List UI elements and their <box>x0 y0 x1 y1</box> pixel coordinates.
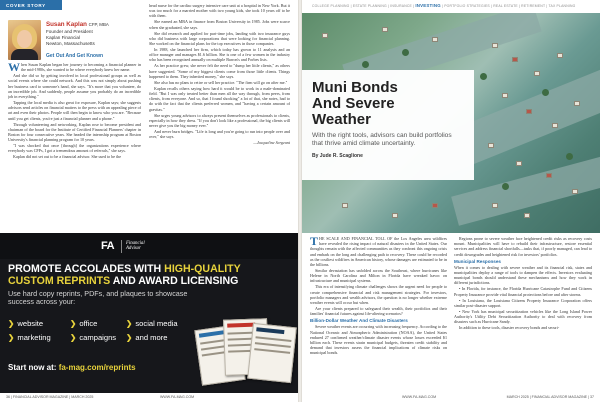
profile-location: Newton, Massachusetts <box>46 41 95 46</box>
chevron-right-icon: ❯ <box>70 333 77 342</box>
section-head-disasters: Billion-Dollar Weather And Climate Disasters <box>310 318 408 324</box>
section-nav: COLLEGE PLANNING | ESTATE PLANNING | INSURANCE | INVESTING | PORTFOLIO STRATEGIES | REAL ESTATE | RETIREMENT | TAX PLANNING <box>312 3 576 8</box>
chevron-right-icon: ❯ <box>126 319 133 328</box>
article-title-box <box>302 70 474 180</box>
author-photo <box>8 20 41 60</box>
article-signature: —Jacqueline Sergeant <box>253 140 290 146</box>
chevron-right-icon: ❯ <box>70 319 77 328</box>
right-column-2: Regions prone to severe weather face heightened credit risks as recovery costs mount. Municipalities will have to rebuild their infrastructure, restore essential services and address financial shortfalls—tasks that, if poorly managed, can lead to credit downgrades and heightened risk for investors' portfolios. Municipal Responses When it comes to dealing with severe weather and its financial risk, states and municipalities deploy a range of tools to dampen the effects. Investors evaluating municipal bonds should understand these mechanisms and how they work in different jurisdictions. • In Florida, for instance, the Florida Hurricane Catastrophe Fund and Citizens Property Insurance provide vital financial protections before and after storms. • In Louisiana, the Louisiana Citizens Property Insurance Corporation offers similar post-disaster support. • New York has municipal securitization vehicles like the Long Island Power Authority's Utility Debt Securitization Authority to deal with recovery from disasters such as Hurricane Sandy. In addition to these tools, disaster recovery bonds and securi- <box>454 236 592 331</box>
profile-name: Susan Kaplan CFP, MBA <box>46 21 109 28</box>
ad-item-social-media: ❯ social media <box>126 319 178 328</box>
ad-cta-link[interactable]: Start now at: fa-mag.com/reprints <box>8 363 136 372</box>
drop-cap: W <box>8 62 20 74</box>
ad-item-and-more: ❯ and more <box>126 333 168 342</box>
ad-item-website: ❯ website <box>8 319 44 328</box>
fa-logo-subtitle: Financial Advisor <box>126 241 145 251</box>
profile-subhead: Get Out And Get Known <box>46 53 104 59</box>
article-dek: With the right tools, advisors can build portfolios that thrive amid climate uncertainty. <box>312 132 452 147</box>
right-folio: MARCH 2025 | FINANCIAL ADVISOR MAGAZINE | 37 <box>506 395 594 399</box>
reprints-advertisement[interactable] <box>0 233 298 393</box>
chevron-right-icon: ❯ <box>126 333 133 342</box>
drop-cap: T <box>310 236 319 248</box>
ad-headline: PROMOTE ACCOLADES WITH HIGH-QUALITY CUSTOM REPRINTS AND AWARD LICENSING <box>8 263 241 287</box>
fa-logo: FA <box>101 240 115 252</box>
left-folio: 36 | FINANCIAL ADVISOR MAGAZINE | MARCH 2025 <box>6 395 94 399</box>
left-column-2: head nurse for the cardiac surgery intensive care unit at a hospital in New York. But it was too much for a married mother with two young kids, she took 10 years off to be with them. She earned an MBA in finance from Boston University in 1985. Jobs were scarce when she graduated, she says. She did research and applied for part-time jobs, landing with two insurance guys who did business with large corporations that were looking for financial planning. She worked on the financial plans for the top executives in those companies. In 1988, she launched her firm, which today has grown to 11 analysts and an office manager and manages $1.6 billion. She is one of a few women in the industry who has been recognized annually on multiple Barron's and Forbes lists. As her practice grew, she never felt the need to "dump her little clients," as others have suggested. "Some of my biggest clients come from those little clients. Things happened to them. They inherited money," she says. She also has no plans to retire or sell her practice. "The firm will go on after me." Kaplan recalls others saying how hard it would be to work in a male-dominated field. "But I was only treated better than men all the way through, from peers, from clients, from everyone. And so, that I found shocking" a lot of that, she notes, had to do with the fact that the clients preferred women, and "having a certain amount of gravitas." She urges young advisors to always present themselves as professionals to clients, especially in how they dress. "If you don't look like a professional, the big clients will never give you the big money ever." And never burn bridges. "Life is long and you're going to run into people over and over," she says. —Jacqueline Sergeant <box>149 3 290 146</box>
article-byline: By Jude R. Scaglione <box>312 153 363 159</box>
ad-item-campaigns: ❯ campaigns <box>70 333 117 342</box>
profile-credential: CFP, MBA <box>88 22 109 27</box>
section-tab: COVER STORY <box>0 0 62 10</box>
section-nav-active: INVESTING <box>415 3 441 8</box>
left-column-1: When Susan Kaplan began her journey to becoming a financial planner in the mid-1980s, she wanted to be where everybody knew her name. And she did so by getting involved in local professional groups as well as social events where she could network. And this was not simply about pushing her business card to someone's hand, she says. "It's more that you volunteer, do an incredible job. And suddenly, people assume you probably do an incredible job in everything." Tapping the local media is also great for exposure, Kaplan says; she suggests advisors send articles on financial matters to the press with an appealing piece of art and even their photos. People will then begin to know who you are. "Because until you get clients, you're just a financial planner and a phone." Through volunteering and networking, Kaplan rose to become president and chairman of the board for the Institute of Certified Financial Planners' chapter in Boston for four consecutive years. She headed the internship program at Boston University's financial planning program for 10 years. "I was shocked that once [through] the organizations experience where everybody was CFPs, I got a tremendous amount of referrals," she says. Kaplan did not set out to be a financial advisor. She used to be the <box>8 62 141 160</box>
profile-company: Kaplan Financial <box>46 35 80 40</box>
chevron-right-icon: ❯ <box>8 319 15 328</box>
profile-title: Founder and President <box>46 29 93 34</box>
chevron-right-icon: ❯ <box>8 333 15 342</box>
right-folio-url: WWW.FA-MAG.COM <box>402 395 437 399</box>
left-page <box>0 0 298 402</box>
right-column-1: THE SCALE AND FINANCIAL TOLL OF the Los Angeles area wildfires have revealed the rising impact of natural disasters in the United States. Our thoughts remain with the affected communities as they confront this ongoing crisis and embark on the long and challenging path to recovery. These could be recorded as the costliest wildfires in American history, whose damages are estimated to be in the billions. Similar devastation has unfolded across the Southeast, where hurricanes like Helene in North Carolina and Milton in Florida have wreaked havoc on infrastructure and municipal systems. This era of intensifying climate challenges shows the urgent need for people to create comprehensive financial and risk management strategies. For investors, portfolio managers and wealth advisors, the question is no longer whether extreme weather events will occur but when. Are your clients prepared to safeguard their wealth, their portfolios and their families' financial futures against life-altering scenarios? Billion-Dollar Weather And Climate Disasters Severe weather events are occurring with increasing frequency. According to the National Oceanic and Atmospheric Administration (NOAA), the United States endured 27 confirmed weather/climate disaster events whose losses exceeded $1 billion each. These events strain municipal budgets, threaten credit stability and demand that investors assess the financial implications of climate risks on municipal bonds. <box>310 236 447 356</box>
right-page <box>302 0 600 402</box>
ad-subhead: Use hard copy reprints, PDFs, and plaques to showcase success across your: <box>8 289 188 307</box>
reprint-samples-image <box>196 313 296 385</box>
left-folio-url: WWW.FA-MAG.COM <box>160 395 195 399</box>
ad-item-office: ❯ office <box>70 319 98 328</box>
article-title: Muni Bonds And Severe Weather <box>312 79 398 128</box>
section-head-municipal: Municipal Responses <box>454 258 501 264</box>
ad-item-marketing: ❯ marketing <box>8 333 51 342</box>
